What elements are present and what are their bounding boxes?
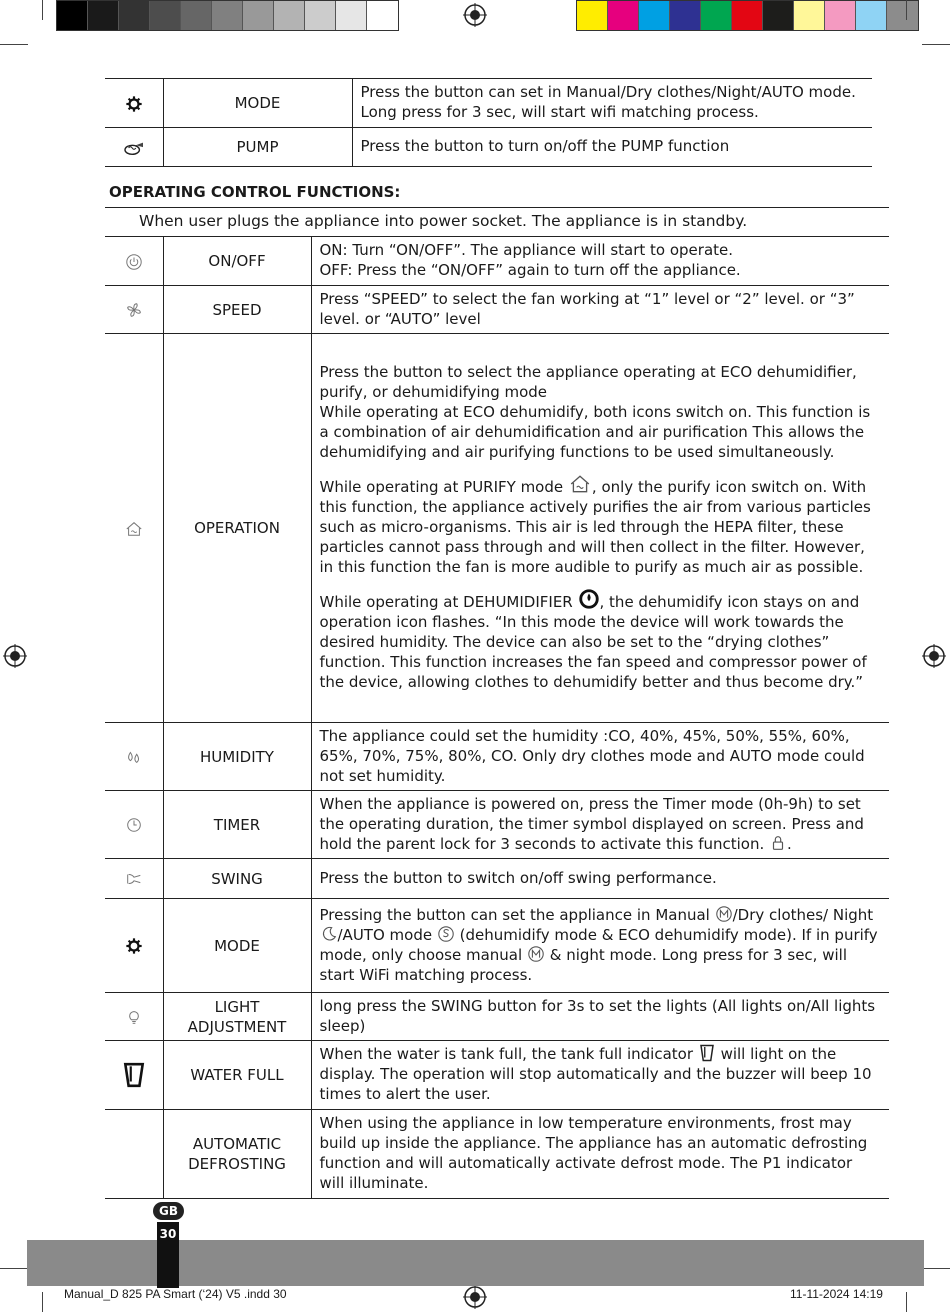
gear-icon <box>125 95 143 113</box>
color-swatch <box>367 1 398 30</box>
child-lock-icon <box>769 834 787 852</box>
table-row <box>105 79 872 128</box>
row-description: ON: Turn “ON/OFF”. The appliance will start to operate. <box>319 241 734 259</box>
color-swatch <box>608 1 639 30</box>
row-description: The appliance could set the humidity :CO, 40%, 45%, 50%, 55%, 60%, 65%, 70%, 75%, 80%, CO. Only dry clothes mode and AUTO mode could not set humidity. <box>311 723 889 791</box>
row-name: PUMP <box>163 128 352 167</box>
color-swatch <box>274 1 305 30</box>
color-swatch <box>57 1 88 30</box>
operating-functions-table <box>105 236 889 1199</box>
print-date: 11-11-2024 14:19 <box>790 1287 883 1301</box>
water-tank-icon <box>123 1062 145 1088</box>
color-swatch <box>243 1 274 30</box>
row-description: Press the button can set in Manual/Dry clothes/Night/AUTO mode. Long press for 3 sec, will start wifi matching process. <box>352 79 872 128</box>
top-controls-table <box>105 78 872 167</box>
row-description: Pressing the button can set the appliance in Manual <box>319 905 710 924</box>
row-name: TIMER <box>163 791 311 859</box>
crop-mark <box>922 44 950 45</box>
row-description: When using the appliance in low temperature environments, frost may build up inside the appliance. The appliance has an automatic defrosting function and will automatically activate defrost mode. The P1 indicator will illuminate. <box>311 1110 889 1199</box>
section-title: OPERATING CONTROL FUNCTIONS: <box>109 183 401 201</box>
water-tank-icon <box>698 1044 716 1062</box>
row-description: . <box>787 834 792 853</box>
table-row <box>105 723 889 791</box>
row-description: /Dry clothes/ Night <box>732 905 874 924</box>
color-swatch <box>670 1 701 30</box>
color-swatch <box>181 1 212 30</box>
table-row <box>105 237 889 286</box>
timer-icon <box>125 816 143 834</box>
row-name: SPEED <box>163 286 311 334</box>
color-swatch <box>856 1 887 30</box>
language-badge: GB <box>153 1202 184 1220</box>
divider <box>105 207 889 208</box>
row-name: DEFROSTING <box>188 1155 286 1173</box>
row-name: WATER FULL <box>163 1041 311 1110</box>
row-name: LIGHT <box>214 997 260 1016</box>
table-row <box>105 1110 889 1199</box>
row-name: OPERATION <box>163 334 311 723</box>
table-row <box>105 128 872 167</box>
registration-mark-icon <box>463 3 487 27</box>
grayscale-bar <box>56 0 399 31</box>
color-swatch <box>825 1 856 30</box>
crop-mark <box>922 1268 950 1269</box>
row-name: HUMIDITY <box>163 723 311 791</box>
color-swatch <box>88 1 119 30</box>
row-description: While operating at PURIFY mode <box>319 478 564 496</box>
registration-mark-icon <box>463 1285 487 1309</box>
color-swatch <box>150 1 181 30</box>
crop-mark <box>0 1268 28 1269</box>
row-description: /AUTO mode <box>337 925 433 944</box>
manual-mode-icon <box>715 905 733 923</box>
purify-house-icon <box>125 520 143 538</box>
auto-mode-icon <box>437 925 455 943</box>
registration-mark-icon <box>922 644 946 668</box>
row-description: When the appliance is powered on, press the Timer mode (0h-9h) to set the operating duration, the timer symbol displayed on screen. Press and hold the parent lock for 3 seconds to activate this function. <box>319 794 864 853</box>
intro-text: When user plugs the appliance into power socket. The appliance is in standby. <box>139 212 748 230</box>
row-description: While operating at DEHUMIDIFIER <box>319 593 573 611</box>
color-swatch <box>305 1 336 30</box>
color-swatch <box>887 1 918 30</box>
crop-mark <box>906 0 907 20</box>
row-description: When the water is tank full, the tank full indicator <box>319 1045 694 1063</box>
row-description: Press the button to switch on/off swing performance. <box>311 859 889 899</box>
color-swatch <box>732 1 763 30</box>
light-bulb-icon <box>125 1008 143 1026</box>
table-row <box>105 859 889 899</box>
color-swatch <box>212 1 243 30</box>
color-swatch <box>336 1 367 30</box>
pump-icon <box>123 139 145 157</box>
row-description: & night mode. Long press for 3 sec, will start WiFi matching process. <box>319 945 847 984</box>
row-description: Press “SPEED” to select the fan working at “1” level or “2” level. or “3” level. or “AUTO” level <box>311 286 889 334</box>
crop-mark <box>42 1292 43 1312</box>
table-row <box>105 791 889 859</box>
row-name: SWING <box>163 859 311 899</box>
table-row <box>105 286 889 334</box>
table-row <box>105 899 889 993</box>
row-description: OFF: Press the “ON/OFF” again to turn off the appliance. <box>319 261 741 279</box>
color-swatch <box>577 1 608 30</box>
color-swatch <box>701 1 732 30</box>
row-description: , only the purify icon switch on. With this function, the appliance actively purifies the air from various particles such as micro-organisms. This air is led through the HEPA filter, these particles cannot pass through and will then collect in the filter. However, in this function the fan is more audible to purify as much air as possible. <box>319 478 871 576</box>
file-name-slug: Manual_D 825 PA Smart (‘24) V5 .indd 30 <box>64 1287 287 1301</box>
dehumidify-icon <box>578 588 600 610</box>
crop-mark <box>0 44 28 45</box>
gear-icon <box>125 937 143 955</box>
page-number: 30 <box>157 1222 179 1288</box>
color-swatch <box>639 1 670 30</box>
table-row <box>105 993 889 1041</box>
row-description: While operating at ECO dehumidify, both icons switch on. This function is a combination of air dehumidification and air purification This allows the dehumidifying and air purifying functions to be used simultaneously. <box>319 403 871 461</box>
registration-mark-icon <box>3 644 27 668</box>
table-row <box>105 334 889 723</box>
manual-mode-icon <box>527 945 545 963</box>
power-icon <box>125 253 143 271</box>
row-name: ADJUSTMENT <box>187 1017 287 1036</box>
row-name: MODE <box>163 79 352 128</box>
row-description: Press the button to select the appliance operating at ECO dehumidifier, purify, or dehumidifying mode <box>319 363 857 401</box>
row-description: will light on the display. The operation will stop automatically and the buzzer will beep 10 times to alert the user. <box>319 1045 872 1103</box>
color-swatch <box>794 1 825 30</box>
humidity-drops-icon <box>125 748 143 766</box>
table-row <box>105 1041 889 1110</box>
row-description: Press the button to turn on/off the PUMP function <box>352 128 872 167</box>
night-mode-icon <box>320 925 338 943</box>
row-name: MODE <box>163 899 311 993</box>
color-swatch <box>119 1 150 30</box>
row-description: (dehumidify mode & ECO dehumidify mode). If in purify mode, only choose manual <box>319 925 878 964</box>
fan-icon <box>125 301 143 319</box>
row-description: long press the SWING button for 3s to set the lights (All lights on/All lights sleep) <box>311 993 889 1041</box>
color-swatch <box>763 1 794 30</box>
crop-mark <box>906 1292 907 1312</box>
row-name: AUTOMATIC <box>192 1135 282 1153</box>
swing-icon <box>125 870 143 888</box>
row-description: , the dehumidify icon stays on and operation icon flashes. “In this mode the device will work towards the desired humidity. The device can also be set to the “drying clothes” function. This function increases the fan speed and compressor power of the device, allowing clothes to dehumidify better and thus become dry.” <box>319 593 867 691</box>
crop-mark <box>42 0 43 20</box>
color-bar <box>576 0 919 31</box>
row-name: ON/OFF <box>163 237 311 286</box>
purify-house-icon <box>568 473 592 495</box>
